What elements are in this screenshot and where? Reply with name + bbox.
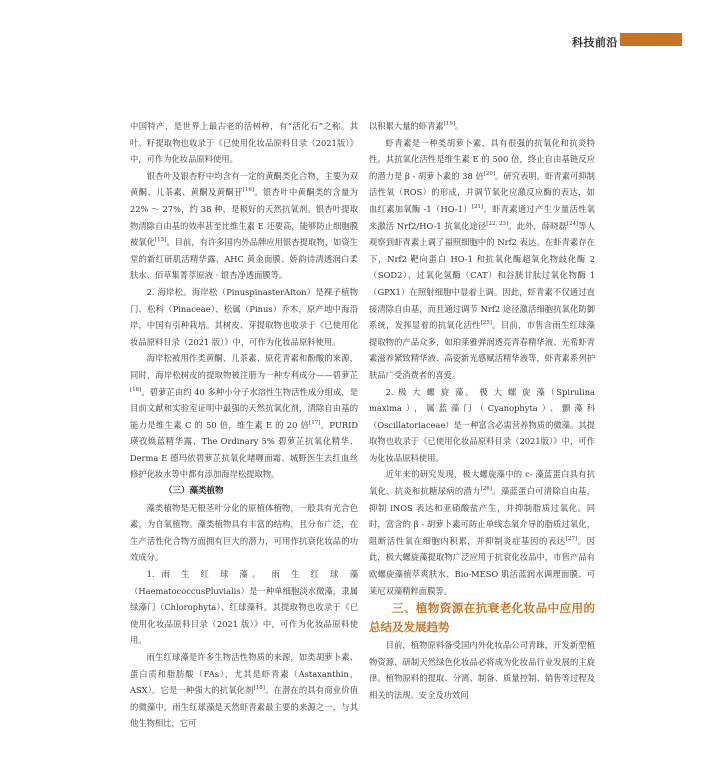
citation: [16] <box>130 386 142 393</box>
citation: [17] <box>309 419 321 426</box>
paragraph: 1. 雨 生 红 球 藻。 雨 生 红 球 藻（HaematococcusPluvialis）是一种单细胞淡水微藻，隶属绿藻门（Chlorophyta）、红球藻科。其提取物也收录于《已使用化妆品原料目录（2021 版）》中，可作为化妆品原料使用。 <box>130 569 358 646</box>
citation: [15] <box>155 237 167 244</box>
paragraph: 中国特产，是世界上最古老的活树种，有“活化石”之称。其叶、籽提取物也收录于《已使用化妆品原料目录（2021版）》中，可作为化妆品原料使用。 <box>130 121 358 165</box>
header-label: 科技前沿 <box>572 36 618 49</box>
citation: [19] <box>443 121 455 128</box>
citation: [24] <box>566 220 579 227</box>
citation: [27] <box>565 536 578 543</box>
subheading: （三）藻类植物 <box>164 486 224 497</box>
citation: [22, 23] <box>486 220 509 227</box>
paragraph: 银杏叶及银杏籽中均含有一定的黄酮类化合物，主要为双黄酮、儿茶素、黄酮及黄酮苷[16]。银杏叶中黄酮类的含量为 22% ～ 27%，约 38 种，是极好的天然抗氧剂。银杏叶提取物清除自由基的效率甚至比维生素 E 还要高，能够防止细胞膜被氧化[15]。目前，有许多国内外品牌应用银杏提取物，如资生堂的新红研肌活精华露、AHC 黄金面膜、娇韵诗清透润白柔肤水、佰草集菁萃原液 · 银杏净透面膜等。 <box>130 170 358 281</box>
citation: [20] <box>483 171 496 178</box>
header-accent-bar <box>620 33 682 46</box>
paragraph: 以积累大量的虾青素[19]。 <box>369 121 464 131</box>
paragraph: 虾青素是一种类胡萝卜素，具有很强的抗氧化和抗炎特性。其抗氧化活性是维生素 E 的 500 倍，终止自由基链反应的潜力是 β - 胡萝卜素的 38 倍[20]。研究表明，虾青素可抑制活性氧（ROS）的形成，并调节氧化应激反应酶的表达，如血红素加氧酶 -1（HO-1）[21]。虾青素通过产生少量活性氧来激活 Nrf2/HO-1 抗氧化途径[22, 23]。此外，薛晓磊[24]等人观察到虾青素上调了福照细胞中的 Nrf2 表达。在虾青素存在下，Nrf2 靶向蛋白 HO-1 和抗氧化酶超氧化物歧化酶 2（SOD2）、过氧化氢酶（CAT）和谷胱甘肽过氧化物酶 1（GPX1）在照射细胞中显着上调。因此，虾青素不仅通过直接清除自由基，而且通过调节 Nrf2 途径激活细胞抗氧化防御系统，发挥显着的抗氧化活性[25]。目前，市售含雨生红球藻提取物的产品众多，如珀莱雅弹润透亮青春精华液、光希虾青素滋养紧致精华液、高姿新光感赋活精华液等，虾青素系列护肤品广受消费者的喜爱。 <box>369 137 595 380</box>
paragraph: 近年来的研究发现，极大螺旋藻中的 c- 藻蓝蛋白具有抗氧化、抗炎和抗糖尿病的潜力[26]。藻蓝蛋白可清除自由基，抑制 iNOS 表达和亚硝酸盐产生，并抑制脂质过氧化。同时，富含的 β - 胡萝卜素可防止单线态氧介导的脂质过氧化，阻断活性氧在细胞内积累，并抑制炎症基因的表达[27]。因此，极大螺旋藻提取物广泛应用于抗衰化妆品中，市售产品有欧螺旋藻植萃爽肤水、Bio-MESO 肌活蓝润水调理面膜、可莱尼双藻精粹面膜等。 <box>369 469 595 596</box>
paragraph: 藻类植物是无根茎叶分化的原植体植物，一般具有光合色素，为自氧植物。藻类植物具有丰富的结构，且分布广泛，在生产活性化合物方面拥有巨大的潜力，可用作抗衰化妆品的功效成分。 <box>130 502 358 563</box>
citation: [25] <box>480 320 492 327</box>
section-heading: 三、植物资源在抗衰老化妆品中应用的总结及发展趋势 <box>369 601 595 635</box>
citation: [26] <box>480 486 492 493</box>
citation: [18] <box>253 685 265 692</box>
left-column <box>130 118 358 732</box>
paragraph: 海岸松被用作类黄酮、儿茶素、原花青素和酚酸的来源，同时，海岸松树皮的提取物被注册为一种专利成分——碧萝芷[16]。碧萝芷由约 40 多种小分子水溶性生物活性成分组成，是目前文献和实验室证明中最强的天然抗氧化剂，清除自由基的能力是维生素 C 的 50 倍，维生素 E 的 20 倍[17]。PURID 瑛孜焕蓝精华露、The Ordinary 5% 碧萝芷抗氧化精华、Derma E 德玛依碧萝芷抗氧化啫喱面霜、城野医生去红血丝修护化妆水等中都有添加海岸松提取物。 <box>130 353 358 480</box>
citation: [21] <box>471 204 484 211</box>
citation: [16] <box>242 187 254 194</box>
paragraph: 2. 海岸松。海岸松（PinuspinasterAiton）是裸子植物门、松科（Pinaceae）、松属（Pinus）乔木，原产地中海沿岸，中国有引种栽培。其树皮、芽提取物也收录于《已使用化妆品原料目录（2021 版）》中，可作为化妆品原料使用。 <box>130 286 358 347</box>
paragraph: 目前，植物原料备受国内外化妆品公司青睐，开发新型植物资源、研制天然绿色化妆品必将成为化妆品行业发展的主旋律。植物原料的提取、分离、制备、质量控制、销售等过程及相关的法规、安全及功效问 <box>369 640 595 700</box>
paragraph: 雨生红球藻是许多生物活性物质的来源，如类胡萝卜素、蛋白质和脂肪酸（FAs），尤其是虾青素（Astaxanthin，ASX）。它是一种强大的抗氧化剂[18]。在潜在的具有商业价值的微藻中，雨生红球藻是天然虾青素最主要的来源之一，与其他生物相比，它可 <box>130 652 358 729</box>
right-column <box>369 118 595 704</box>
paragraph: 2. 极 大 螺 旋 藻。 极 大 螺 旋 藻（Spirulina maxima），属蓝藻门（Cyanophyta）、颤藻科（Oscillatoriaceae）是一种富含必需营养物质的微藻。其提取物也收录于《已使用化妆品原料目录（2021版）》中，可作为化妆品原料使用。 <box>369 386 595 463</box>
